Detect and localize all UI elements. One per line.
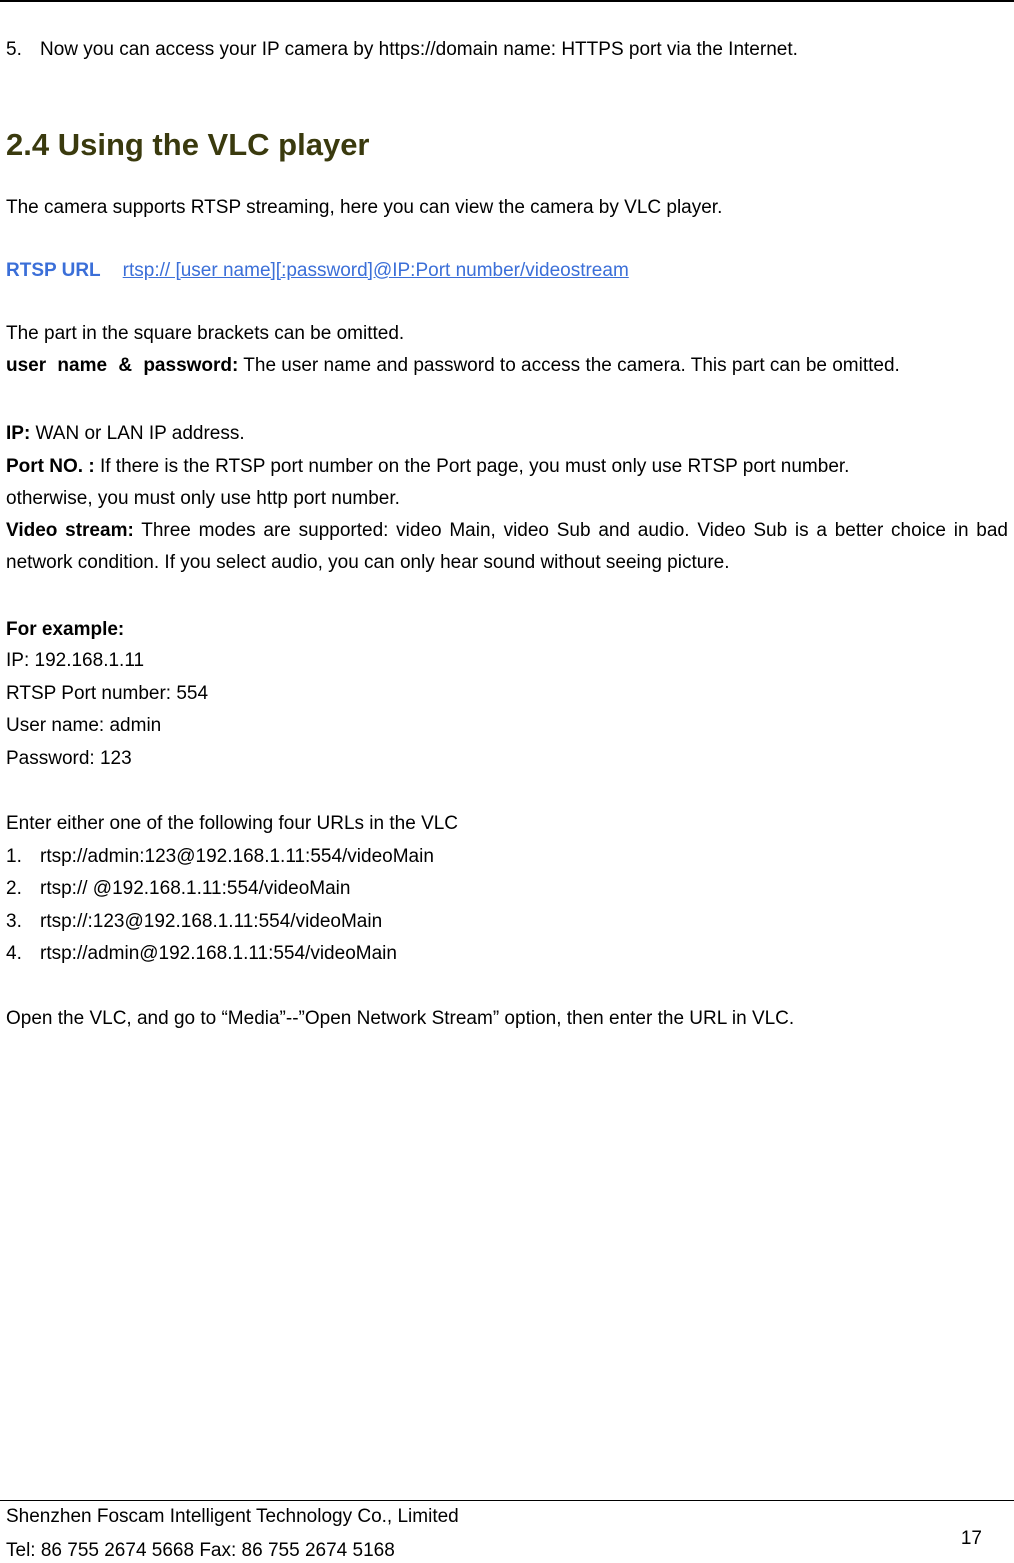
rtsp-url-line (6, 259, 629, 283)
step-number: 5. (6, 39, 22, 60)
footer-contact: Tel: 86 755 2674 5668 Fax: 86 755 2674 5168 (6, 1540, 395, 1561)
example-password: Password: 123 (6, 748, 132, 769)
def-text: Three modes are supported: video Main, video Sub and audio. Video Sub is a better choice in bad network condition. If you select audio, you can only hear sound without seeing picture. (6, 520, 1008, 573)
omit-note: The part in the square brackets can be omitted. (6, 323, 405, 344)
rtsp-url-link[interactable]: rtsp:// [user name][:password]@IP:Port number/videostream (122, 260, 629, 281)
example-ip: IP: 192.168.1.11 (6, 650, 145, 671)
url-number: 2. (6, 878, 22, 899)
def-term: user name & password: (6, 355, 239, 376)
def-term: IP: (6, 423, 31, 444)
footer-rule (0, 1500, 1014, 1501)
def-port-cont: otherwise, you must only use http port number. (6, 488, 400, 509)
url-number: 4. (6, 943, 22, 964)
def-term: Port NO. : (6, 456, 95, 477)
step-text: Now you can access your IP camera by https://domain name: HTTPS port via the Internet. (40, 39, 798, 60)
url-text: rtsp://:123@192.168.1.11:554/videoMain (40, 911, 383, 932)
def-video-stream (6, 515, 1008, 579)
def-ip (6, 422, 245, 446)
rtsp-url-label: RTSP URL (6, 260, 101, 281)
intro-text: The camera supports RTSP streaming, here you can view the camera by VLC player. (6, 197, 723, 218)
def-text: The user name and password to access the camera. This part can be omitted. (238, 355, 900, 376)
footer-company: Shenzhen Foscam Intelligent Technology Co., Limited (6, 1506, 459, 1527)
example-title: For example: (6, 619, 125, 640)
closing-text: Open the VLC, and go to “Media”--”Open Network Stream” option, then enter the URL in VLC. (6, 1008, 795, 1029)
enter-intro: Enter either one of the following four URLs in the VLC (6, 813, 459, 834)
url-number: 3. (6, 911, 22, 932)
url-number: 1. (6, 846, 22, 867)
section-heading: 2.4 Using the VLC player (6, 127, 370, 162)
url-item (6, 845, 434, 869)
url-item (6, 910, 382, 934)
def-text: WAN or LAN IP address. (30, 423, 245, 444)
url-text: rtsp:// @192.168.1.11:554/videoMain (40, 878, 351, 899)
def-text: If there is the RTSP port number on the Port page, you must only use RTSP port number. (94, 456, 850, 477)
top-rule (0, 0, 1014, 2)
def-term: Video stream: (6, 520, 134, 541)
example-port: RTSP Port number: 554 (6, 683, 209, 704)
page-number: 17 (960, 1528, 982, 1549)
def-port (6, 455, 849, 479)
def-user-password (6, 350, 1008, 382)
step-5 (6, 38, 798, 62)
example-user: User name: admin (6, 715, 162, 736)
url-item (6, 877, 350, 901)
url-text: rtsp://admin:123@192.168.1.11:554/videoMain (40, 846, 434, 867)
url-item (6, 942, 397, 966)
url-text: rtsp://admin@192.168.1.11:554/videoMain (40, 943, 397, 964)
